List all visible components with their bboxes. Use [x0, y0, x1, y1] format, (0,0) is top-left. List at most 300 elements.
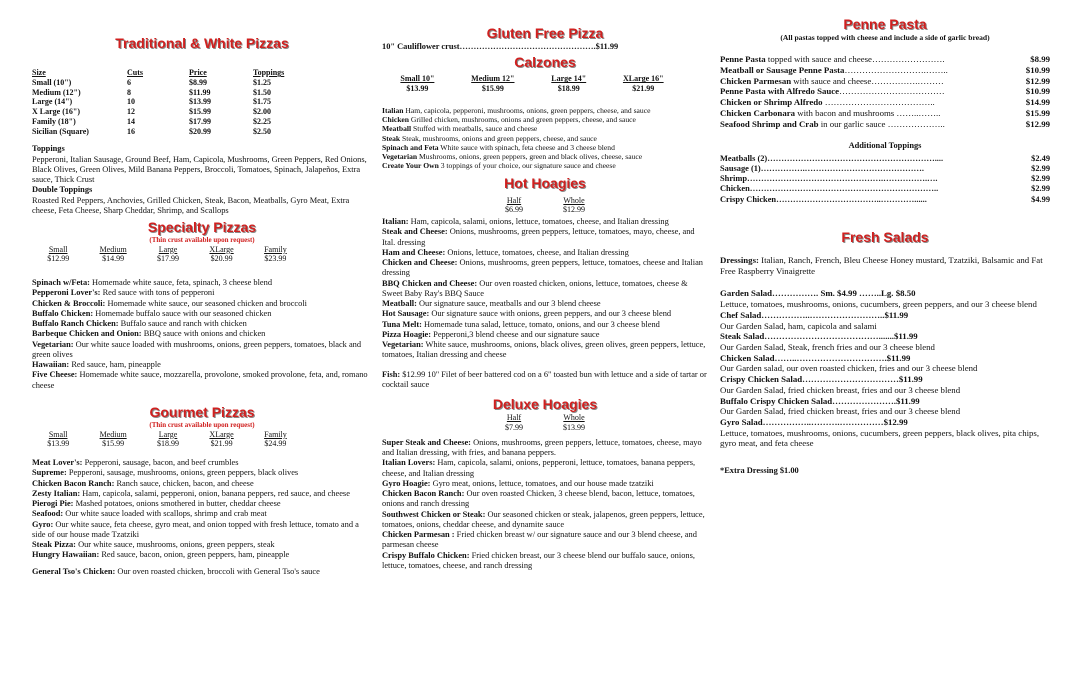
item-desc: Gyro meat, onions, lettuce, tomatoes, and our house made tzatziki — [430, 478, 654, 488]
size-price: $13.99 — [406, 84, 429, 94]
size-option — [157, 430, 179, 450]
pasta-desc: in our garlic sauce ……………….. — [818, 118, 945, 129]
item-desc: Grilled chicken, mushrooms, onions and green peppers, cheese, and sauce — [409, 115, 636, 125]
menu-item — [32, 288, 372, 298]
size-cell: $11.99 — [189, 87, 211, 97]
additional-toppings-title: Additional Toppings — [848, 141, 922, 151]
item-name: Vegetarian: — [32, 339, 74, 349]
pasta-name: Meatball or Sausage Penne Pasta — [720, 65, 845, 76]
item-name: Spinach and Feta — [382, 142, 439, 152]
item-name: Ham and Cheese: — [382, 247, 446, 257]
item-desc: Onions, mushrooms, green peppers, lettuce, tomatoes, mayo, cheese, and Ital. dressing — [382, 227, 695, 247]
item-name: Southwest Chicken or Steak: — [382, 509, 486, 519]
pasta-price: $12.99 — [1025, 118, 1050, 129]
size-option — [209, 430, 233, 450]
menu-item — [382, 115, 708, 124]
menu-item — [32, 319, 372, 329]
pasta-item — [720, 54, 1050, 65]
size-cell: 8 — [127, 87, 131, 97]
menu-item — [382, 510, 708, 531]
item-name: Buffalo Chicken: — [32, 308, 94, 318]
item-desc: Homemade white sauce, mozzarella, provolone, smoked provolone, feta, and, romano cheese — [32, 370, 368, 390]
penne-note: (All pastas topped with cheese and include a side of garlic bread) — [780, 33, 990, 43]
size-price: $21.99 — [210, 439, 233, 449]
item-name: Steak — [382, 133, 401, 143]
item-name: Five Cheese: — [32, 370, 78, 380]
item-desc: Our white sauce loaded with mushrooms, onions, green peppers, tomatoes, black and green olives — [32, 339, 362, 359]
salad-desc: Our Garden salad, our oven roasted chicken, fries and our 3 cheese blend — [720, 363, 978, 374]
pasta-desc: ……………………….…….. — [844, 65, 948, 76]
size-cell: 16 — [127, 126, 135, 136]
size-cell: $1.75 — [253, 97, 271, 107]
size-price: $6.99 — [505, 205, 523, 215]
salad-title: Gyro Salad……………..……….……………$12.99 — [720, 417, 908, 427]
item-name: Buffalo Ranch Chicken: — [32, 319, 119, 329]
item-name: Chicken — [382, 115, 410, 125]
size-cell: X Large (16") — [32, 107, 80, 117]
item-name: Meat Lover's: — [32, 458, 83, 468]
pasta-desc: topped with sauce and cheese……………………. — [765, 54, 945, 65]
size-price: $13.99 — [563, 423, 585, 433]
size-cell: Large (14") — [32, 97, 73, 107]
pasta-item — [720, 76, 1050, 87]
item-desc: Ham, capicola, salami, onions, pepperoni, lettuce, tomatoes, banana peppers, cheese, and Italian dressing — [382, 458, 696, 478]
item-name: Chicken and Cheese: — [382, 258, 458, 268]
salad-title: Chicken Salad……..………………………….$11.99 — [720, 352, 911, 363]
toppings-title: Toppings — [32, 144, 65, 154]
menu-item — [32, 458, 372, 468]
size-label: Small 10" — [400, 74, 435, 84]
item-name: Create Your Own — [382, 161, 439, 171]
size-option — [47, 245, 69, 265]
size-price: $7.99 — [505, 423, 523, 433]
gourmet-note: (Thin crust available upon request) — [149, 421, 255, 430]
item-desc: White sauce with spinach, feta cheese and 3 cheese blend — [438, 142, 615, 152]
salad-items — [720, 310, 1050, 449]
menu-item — [32, 360, 372, 370]
topping-name: Chicken………………………………………………………….. — [720, 184, 939, 194]
menu-item — [382, 458, 708, 479]
item-desc: Pepperoni,3 blend cheese and our signature sauce — [431, 329, 600, 339]
menu-item — [382, 530, 708, 551]
size-price: $14.99 — [102, 254, 125, 264]
item-desc: Mashed potatoes, onions smothered in butter, cheddar cheese — [73, 499, 281, 509]
fish-item: Fish: $12.99 10" Filet of beer battered cod on a 6" toasted bun with lettuce and a side of tartar or cocktail sauce — [382, 369, 707, 389]
size-cell: $2.00 — [253, 107, 271, 117]
pasta-item — [720, 108, 1050, 119]
menu-item — [382, 161, 708, 170]
menu-item — [382, 227, 708, 248]
salad-title: Chef Salad……………..……………………..$11.99 — [720, 309, 909, 320]
salad-desc: Lettuce, tomatoes, mushrooms, onions, cucumbers, green peppers, black olives, pita chips, gyro meat, and feta cheese — [720, 427, 1040, 449]
size-option — [264, 245, 287, 265]
pasta-name: Chicken Parmesan — [720, 75, 792, 86]
size-label: Medium — [99, 429, 127, 439]
pasta-label — [720, 119, 945, 130]
size-cell: 10 — [127, 97, 135, 107]
menu-item — [382, 106, 708, 115]
toppings-text: Pepperoni, Italian Sausage, Ground Beef, Ham, Capicola, Mushrooms, Green Peppers, Red Onions, Black Olives, Green Olives, Mild Banana Peppers, Broccoli, Tomatoes, Spinach, Jalapeños, Extra sauce, Thick Crust — [32, 154, 367, 185]
price-header: Price — [189, 68, 207, 78]
size-option — [563, 413, 585, 433]
pasta-name: Seafood Shrimp and Crab — [720, 118, 819, 129]
size-label: Large — [158, 429, 178, 439]
pasta-price: $15.99 — [1025, 107, 1050, 118]
pasta-price: $14.99 — [1025, 97, 1050, 108]
size-cell: Sicilian (Square) — [32, 126, 89, 136]
size-option — [505, 413, 523, 433]
item-name: Spinach w/Feta: — [32, 278, 90, 288]
hot-hoagie-sizes — [485, 196, 605, 216]
size-row — [32, 127, 297, 137]
size-label: Small — [48, 244, 68, 254]
specialty-items — [32, 278, 372, 391]
size-cell: $20.99 — [189, 126, 211, 136]
pasta-name: Chicken Carbonara — [720, 107, 796, 118]
size-label: Family — [264, 429, 287, 439]
size-cell: $2.50 — [253, 126, 271, 136]
item-desc: Our white sauce, feta cheese, gyro meat, and onion topped with fresh lettuce, tomato and a side of our house made Tzatziki — [32, 519, 359, 539]
traditional-pizzas-title: Traditional & White Pizzas — [115, 35, 289, 51]
item-name: Hot Sausage: — [382, 309, 430, 319]
size-price: $15.99 — [481, 84, 504, 94]
item-desc: Homemade buffalo sauce with our seasoned chicken — [93, 308, 272, 318]
topping-price: $2.99 — [1031, 184, 1050, 194]
item-desc: Homemade white sauce, feta, spinach, 3 cheese blend — [89, 278, 273, 288]
menu-item — [382, 143, 708, 152]
menu-item — [32, 468, 372, 478]
size-option — [47, 430, 69, 450]
menu-item — [382, 248, 708, 258]
garden-salad — [720, 288, 1050, 309]
size-price: $18.99 — [157, 439, 180, 449]
item-desc: Red sauce, bacon, onion, green peppers, ham, pineapple — [99, 550, 290, 560]
salad-desc: Our Garden Salad, fried chicken breast, fries and our 3 cheese blend — [720, 406, 961, 417]
penne-items — [720, 54, 1050, 129]
item-desc: Our white sauce loaded with scallops, shrimp and crab meat — [63, 509, 267, 519]
size-price: $13.99 — [47, 439, 70, 449]
size-option — [505, 196, 523, 216]
specialty-sizes — [32, 245, 302, 265]
size-row — [32, 97, 297, 107]
pasta-desc: with bacon and mushrooms ……..…….. — [795, 107, 941, 118]
size-label: Large — [158, 244, 178, 254]
menu-item — [32, 509, 372, 519]
item-name: Gyro Hoagie: — [382, 478, 431, 488]
salad-title: Crispy Chicken Salad……………………………$11.99 — [720, 374, 923, 385]
item-name: Vegetarian: — [382, 340, 424, 350]
item-name: Pierogi Pie: — [32, 499, 74, 509]
item-name: Meatball — [382, 124, 412, 134]
garden-salad-title: Garden Salad……………. Sm. $4.99 ……..Lg. $8.50 — [720, 288, 916, 299]
size-label: Half — [506, 413, 522, 423]
size-label: Medium — [99, 244, 127, 254]
salad-desc: Our Garden Salad, Steak, french fries and our 3 cheese blend — [720, 341, 935, 352]
size-option — [471, 74, 514, 94]
menu-item — [382, 152, 708, 161]
item-name: Italian — [382, 105, 404, 115]
garden-salad-desc: Lettuce, tomatoes, mushrooms, onions, cucumbers, green peppers, and our 3 cheese blend — [720, 299, 1037, 310]
menu-item — [32, 520, 372, 541]
item-desc: White sauce, mushrooms, onions, black olives, green olives, green peppers, lettuce, tomatoes, Italian dressing and cheese — [382, 340, 706, 360]
size-option — [100, 245, 127, 265]
size-option — [400, 74, 434, 94]
size-option — [551, 74, 586, 94]
pasta-price: $12.99 — [1025, 75, 1050, 86]
menu-item — [382, 299, 708, 309]
pasta-price: $8.99 — [1030, 54, 1050, 65]
topping-item — [720, 154, 1050, 164]
calzones-title: Calzones — [514, 54, 576, 71]
pasta-desc: with sauce and cheese…………….……… — [791, 75, 944, 86]
extra-dressing: *Extra Dressing $1.00 — [720, 466, 799, 476]
size-price: $24.99 — [264, 439, 287, 449]
size-cell: $2.25 — [253, 116, 271, 126]
deluxe-hoagie-sizes — [485, 413, 605, 433]
item-desc: Onions, mushrooms, green peppers, lettuce, tomatoes, cheese and Italian dressing — [382, 258, 703, 278]
item-name: Steak Pizza: — [32, 540, 76, 550]
topping-name: Shrimp………………………………………….…………….…. — [720, 174, 938, 184]
specialty-note: (Thin crust available upon request) — [149, 236, 255, 245]
topping-price: $2.49 — [1031, 153, 1050, 163]
size-label: Small — [48, 429, 68, 439]
size-option — [100, 430, 127, 450]
size-label: Whole — [563, 195, 585, 205]
item-desc: Homemade tuna salad, lettuce, tomato, onions, and our 3 cheese blend — [421, 319, 660, 329]
item-name: Seafood: — [32, 509, 64, 519]
menu-item — [32, 329, 372, 339]
size-price: $12.99 — [563, 205, 585, 215]
pasta-label — [720, 54, 945, 65]
menu-item — [382, 340, 708, 361]
pasta-item — [720, 65, 1050, 76]
size-cell: $13.99 — [189, 97, 211, 107]
gourmet-items — [32, 458, 372, 561]
item-name: Vegetarian — [382, 152, 418, 162]
item-name: Barbeque Chicken and Onion: — [32, 329, 142, 339]
menu-item — [32, 499, 372, 509]
item-desc: Pepperoni, sausage, mushrooms, onions, green peppers, black olives — [66, 468, 299, 478]
column-middle — [382, 0, 708, 571]
size-cell: $8.99 — [189, 77, 207, 87]
item-name: Pizza Hoagie: — [382, 329, 432, 339]
menu-item — [382, 309, 708, 319]
size-label: XLarge — [209, 429, 234, 439]
toppings-block — [32, 144, 372, 216]
topping-name: Sausage (1)…………….……………………………………. — [720, 163, 925, 173]
size-label: XLarge 16" — [622, 74, 664, 84]
size-cell: 6 — [127, 77, 131, 87]
size-cell: Medium (12") — [32, 87, 81, 97]
gluten-free-line: 10" Cauliflower crust………………………………………….$11.99 — [382, 42, 619, 52]
menu-item — [382, 438, 708, 459]
item-desc: Buffalo sauce and ranch with chicken — [118, 319, 247, 329]
item-name: Meatball: — [382, 299, 417, 309]
item-desc: BBQ sauce with onions and chicken — [141, 329, 266, 339]
size-table — [32, 68, 297, 136]
menu-item — [382, 134, 708, 143]
menu-item — [382, 479, 708, 489]
size-label: Family — [264, 244, 287, 254]
pasta-name: Penne Pasta with Alfredo Sauce — [720, 86, 840, 97]
item-desc: Mushrooms, onions, green peppers, green and black olives, cheese, sauce — [417, 152, 643, 162]
menu-item — [32, 299, 372, 309]
topping-price: $2.99 — [1031, 163, 1050, 173]
menu-item — [32, 309, 372, 319]
double-toppings-text: Roasted Red Peppers, Anchovies, Grilled Chicken, Steak, Bacon, Meatballs, Gyro Meat, Extra cheese, Feta Cheese, Sharp Cheddar, Shrimp, and Scallops — [32, 195, 350, 215]
size-cell: $17.99 — [189, 116, 211, 126]
item-desc: Red sauce, ham, pineapple — [69, 360, 161, 370]
item-desc: Ham, capicola, salami, onions, lettuce, tomatoes, cheese, and Italian dressing — [408, 217, 669, 227]
topping-price: $2.99 — [1031, 174, 1050, 184]
pasta-label — [720, 86, 945, 97]
penne-pasta-title: Penne Pasta — [843, 16, 927, 32]
item-desc: Our signature sauce with onions, green peppers, and our 3 cheese blend — [429, 309, 672, 319]
size-label: Whole — [563, 413, 585, 423]
item-name: Chicken Bacon Ranch: — [382, 489, 465, 499]
menu-item — [32, 540, 372, 550]
item-desc: Onions, lettuce, tomatoes, cheese, and Italian dressing — [445, 247, 629, 257]
deluxe-hoagies-title: Deluxe Hoagies — [492, 396, 598, 413]
item-name: Zesty Italian: — [32, 488, 81, 498]
item-desc: Our signature sauce, meatballs and our 3 blend cheese — [416, 299, 601, 309]
salad-title: Steak Salad………………………………….......$11.99 — [720, 331, 918, 342]
item-desc: Ham, capicola, pepperoni, mushrooms, onions, green peppers, cheese, and sauce — [403, 105, 651, 115]
size-price: $20.99 — [210, 254, 233, 264]
size-label: Large 14" — [551, 74, 587, 84]
gourmet-sizes — [32, 430, 302, 450]
item-desc: Ranch sauce, chicken, bacon, and cheese — [114, 478, 254, 488]
menu-item — [382, 551, 708, 572]
size-cell: $1.50 — [253, 87, 271, 97]
size-option — [623, 74, 664, 94]
size-cell: Family (18") — [32, 116, 76, 126]
size-row — [32, 78, 297, 88]
pasta-name: Chicken or Shrimp Alfredo — [720, 97, 823, 108]
size-price: $18.99 — [557, 84, 580, 94]
size-label: Medium 12" — [471, 74, 515, 84]
deluxe-hoagie-items — [382, 438, 708, 571]
size-row — [32, 117, 297, 127]
gourmet-pizzas-title: Gourmet Pizzas — [149, 403, 255, 420]
menu-item — [32, 489, 372, 499]
hot-hoagies-title: Hot Hoagies — [504, 174, 586, 191]
size-price: $21.99 — [632, 84, 655, 94]
item-name: Supreme: — [32, 468, 67, 478]
size-price: $23.99 — [264, 254, 287, 264]
item-desc: Pepperoni, sausage, bacon, and beef crumbles — [82, 458, 239, 468]
pasta-price: $10.99 — [1025, 65, 1050, 76]
item-name: Pepperoni Lover's: — [32, 288, 101, 298]
item-desc: Our white sauce, mushrooms, onions, green peppers, steak — [75, 540, 275, 550]
column-right — [720, 0, 1050, 476]
item-desc: Our seasoned chicken or steak, jalapenos, green peppers, lettuce, tomatoes, onions, cheddar cheese, and dynamite sauce — [382, 509, 705, 529]
pasta-desc: ……………………………….. — [822, 97, 935, 108]
size-option — [563, 196, 585, 216]
salad-title: Buffalo Crispy Chicken Salad………………….$11.99 — [720, 395, 920, 406]
item-desc: 3 toppings of your choice, our signature sauce and cheese — [438, 161, 616, 171]
item-name: Italian Lovers: — [382, 458, 436, 468]
menu-item — [382, 217, 708, 227]
item-desc: Steak, mushrooms, onions and green peppers, cheese, and sauce — [400, 133, 597, 143]
salad-desc: Our Garden Salad, fried chicken breast, fries and our 3 cheese blend — [720, 384, 961, 395]
cuts-header: Cuts — [127, 68, 144, 78]
item-desc: Stuffed with meatballs, sauce and cheese — [411, 124, 538, 134]
menu-item — [382, 489, 708, 510]
item-name: Chicken & Broccoli: — [32, 298, 106, 308]
menu-item — [382, 320, 708, 330]
menu-item — [382, 124, 708, 133]
calzone-items — [382, 106, 708, 171]
pasta-label — [720, 65, 948, 76]
item-desc: Onions, mushrooms, green peppers, lettuce, tomatoes, cheese, mayo and Italian dressing, with fries, and banana peppers. — [382, 437, 702, 458]
size-row — [32, 88, 297, 98]
pasta-item — [720, 97, 1050, 108]
dressings-line: Dressings: Italian, Ranch, French, Bleu Cheese Honey mustard, Tzatziki, Balsamic and Fat Free Raspberry Vinaigrette — [720, 254, 1043, 276]
column-left — [32, 0, 372, 577]
hot-hoagie-items — [382, 217, 708, 361]
topping-name: Meatballs (2)…………………………………………………….... — [720, 153, 944, 163]
toppings-header: Toppings — [253, 68, 285, 78]
item-name: Hungry Hawaiian: — [32, 550, 100, 560]
double-toppings-title: Double Toppings — [32, 185, 93, 195]
pasta-price: $10.99 — [1025, 86, 1050, 97]
item-desc: Our oven roasted Chicken, 3 cheese blend, bacon, lettuce, tomatoes, onions and ranch dressing — [382, 489, 695, 509]
pasta-name: Penne Pasta — [720, 54, 766, 65]
menu-item — [32, 370, 372, 391]
gluten-free-title: Gluten Free Pizza — [486, 25, 604, 41]
size-price: $15.99 — [102, 439, 125, 449]
salad-desc: Our Garden Salad, ham, capicola and salami — [720, 320, 877, 331]
size-price: $17.99 — [157, 254, 180, 264]
size-header: Size — [32, 68, 46, 78]
calzone-sizes — [382, 74, 682, 94]
item-name: Hawaiian: — [32, 360, 70, 370]
topping-item — [720, 195, 1050, 205]
pasta-label — [720, 108, 940, 119]
size-cell: Small (10") — [32, 77, 72, 87]
menu-item — [32, 479, 372, 489]
size-label: Half — [506, 195, 522, 205]
topping-item — [720, 184, 1050, 194]
fresh-salads-title: Fresh Salads — [841, 228, 929, 245]
topping-price: $4.99 — [1031, 194, 1050, 204]
item-name: Super Steak and Cheese: — [382, 437, 471, 447]
menu-item — [32, 278, 372, 288]
size-option — [264, 430, 287, 450]
item-name: Chicken Parmesan : — [382, 530, 455, 540]
menu-item — [382, 330, 708, 340]
size-label: XLarge — [209, 244, 234, 254]
item-desc: Ham, capicola, salami, pepperoni, onion, banana peppers, red sauce, and cheese — [80, 488, 350, 498]
item-name: Chicken Bacon Ranch: — [32, 478, 115, 488]
menu-item — [382, 258, 708, 279]
size-cell: $15.99 — [189, 107, 211, 117]
topping-item — [720, 174, 1050, 184]
specialty-pizzas-title: Specialty Pizzas — [147, 219, 257, 236]
general-tso-item: General Tso's Chicken: Our oven roasted chicken, broccoli with General Tso's sauce — [32, 566, 320, 576]
pasta-item — [720, 119, 1050, 130]
menu-item — [382, 279, 708, 300]
pasta-label — [720, 97, 935, 108]
item-name: BBQ Chicken and Cheese: — [382, 278, 478, 288]
item-desc: Fried chicken breast w/ our signature sauce and our 3 blend cheese, and parmesan cheese — [382, 530, 697, 550]
item-name: Crispy Buffalo Chicken: — [382, 550, 470, 560]
topping-item — [720, 164, 1050, 174]
pasta-desc: ……………………………… — [839, 86, 945, 97]
pasta-item — [720, 86, 1050, 97]
item-name: Steak and Cheese: — [382, 227, 448, 237]
